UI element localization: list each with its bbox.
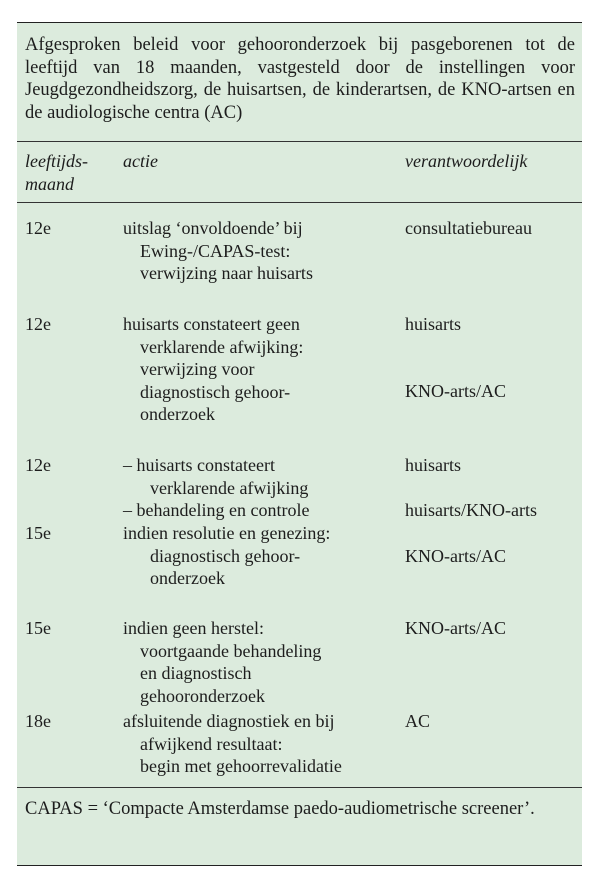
policy-table-panel <box>17 22 582 866</box>
row-2-action: huisarts constateert geen verklarende afwijking: verwijzing voor diagnostisch gehoor- onderzoek <box>123 314 304 424</box>
header-responsible: verantwoordelijk <box>405 151 528 171</box>
row-2-responsible-1: huisarts <box>405 314 461 334</box>
table-caption: Afgesproken beleid voor gehooronderzoek bij pasgeborenen tot de leeftijd van 18 maanden, vastgesteld door de instellingen voor Jeugdgezondheidszorg, de huisartsen, de kinderartsen, de KNO-artsen en de audiologische centra (AC) <box>25 35 575 123</box>
caption-rule <box>17 141 582 142</box>
row-4-responsible: KNO-arts/AC <box>405 546 506 566</box>
row-5-responsible: KNO-arts/AC <box>405 618 506 638</box>
row-5-action: indien geen herstel: voortgaande behandeling en diagnostisch gehooronderzoek <box>123 618 322 706</box>
row-3-month: 12e <box>25 455 51 475</box>
row-6-responsible: AC <box>405 711 431 731</box>
row-5-month: 15e <box>25 618 51 638</box>
row-6-action: afsluitende diagnostiek en bij afwijkend resultaat: begin met gehoorrevalidatie <box>123 711 342 776</box>
row-4-month: 15e <box>25 523 51 543</box>
row-1-month: 12e <box>25 218 51 238</box>
row-1-responsible: consultatiebureau <box>405 218 532 238</box>
row-3-responsible-2: huisarts/KNO-arts <box>405 500 537 520</box>
row-4-action: indien resolutie en genezing: diagnostisch gehoor- onderzoek <box>123 523 331 588</box>
header-month: leeftijds- maand <box>25 151 88 194</box>
row-1-action: uitslag ‘onvoldoende’ bij Ewing-/CAPAS-test: verwijzing naar huisarts <box>123 218 313 283</box>
row-2-responsible-2: KNO-arts/AC <box>405 381 506 401</box>
row-6-month: 18e <box>25 711 51 731</box>
header-rule <box>17 202 582 203</box>
row-2-month: 12e <box>25 314 51 334</box>
header-action: actie <box>123 151 158 171</box>
footnote-rule <box>17 787 582 788</box>
footnote: CAPAS = ‘Compacte Amsterdamse paedo-audiometrische screener’. <box>25 799 535 819</box>
row-3-responsible-1: huisarts <box>405 455 461 475</box>
row-3-action: – huisarts constateert verklarende afwijking – behandeling en controle <box>123 455 310 520</box>
